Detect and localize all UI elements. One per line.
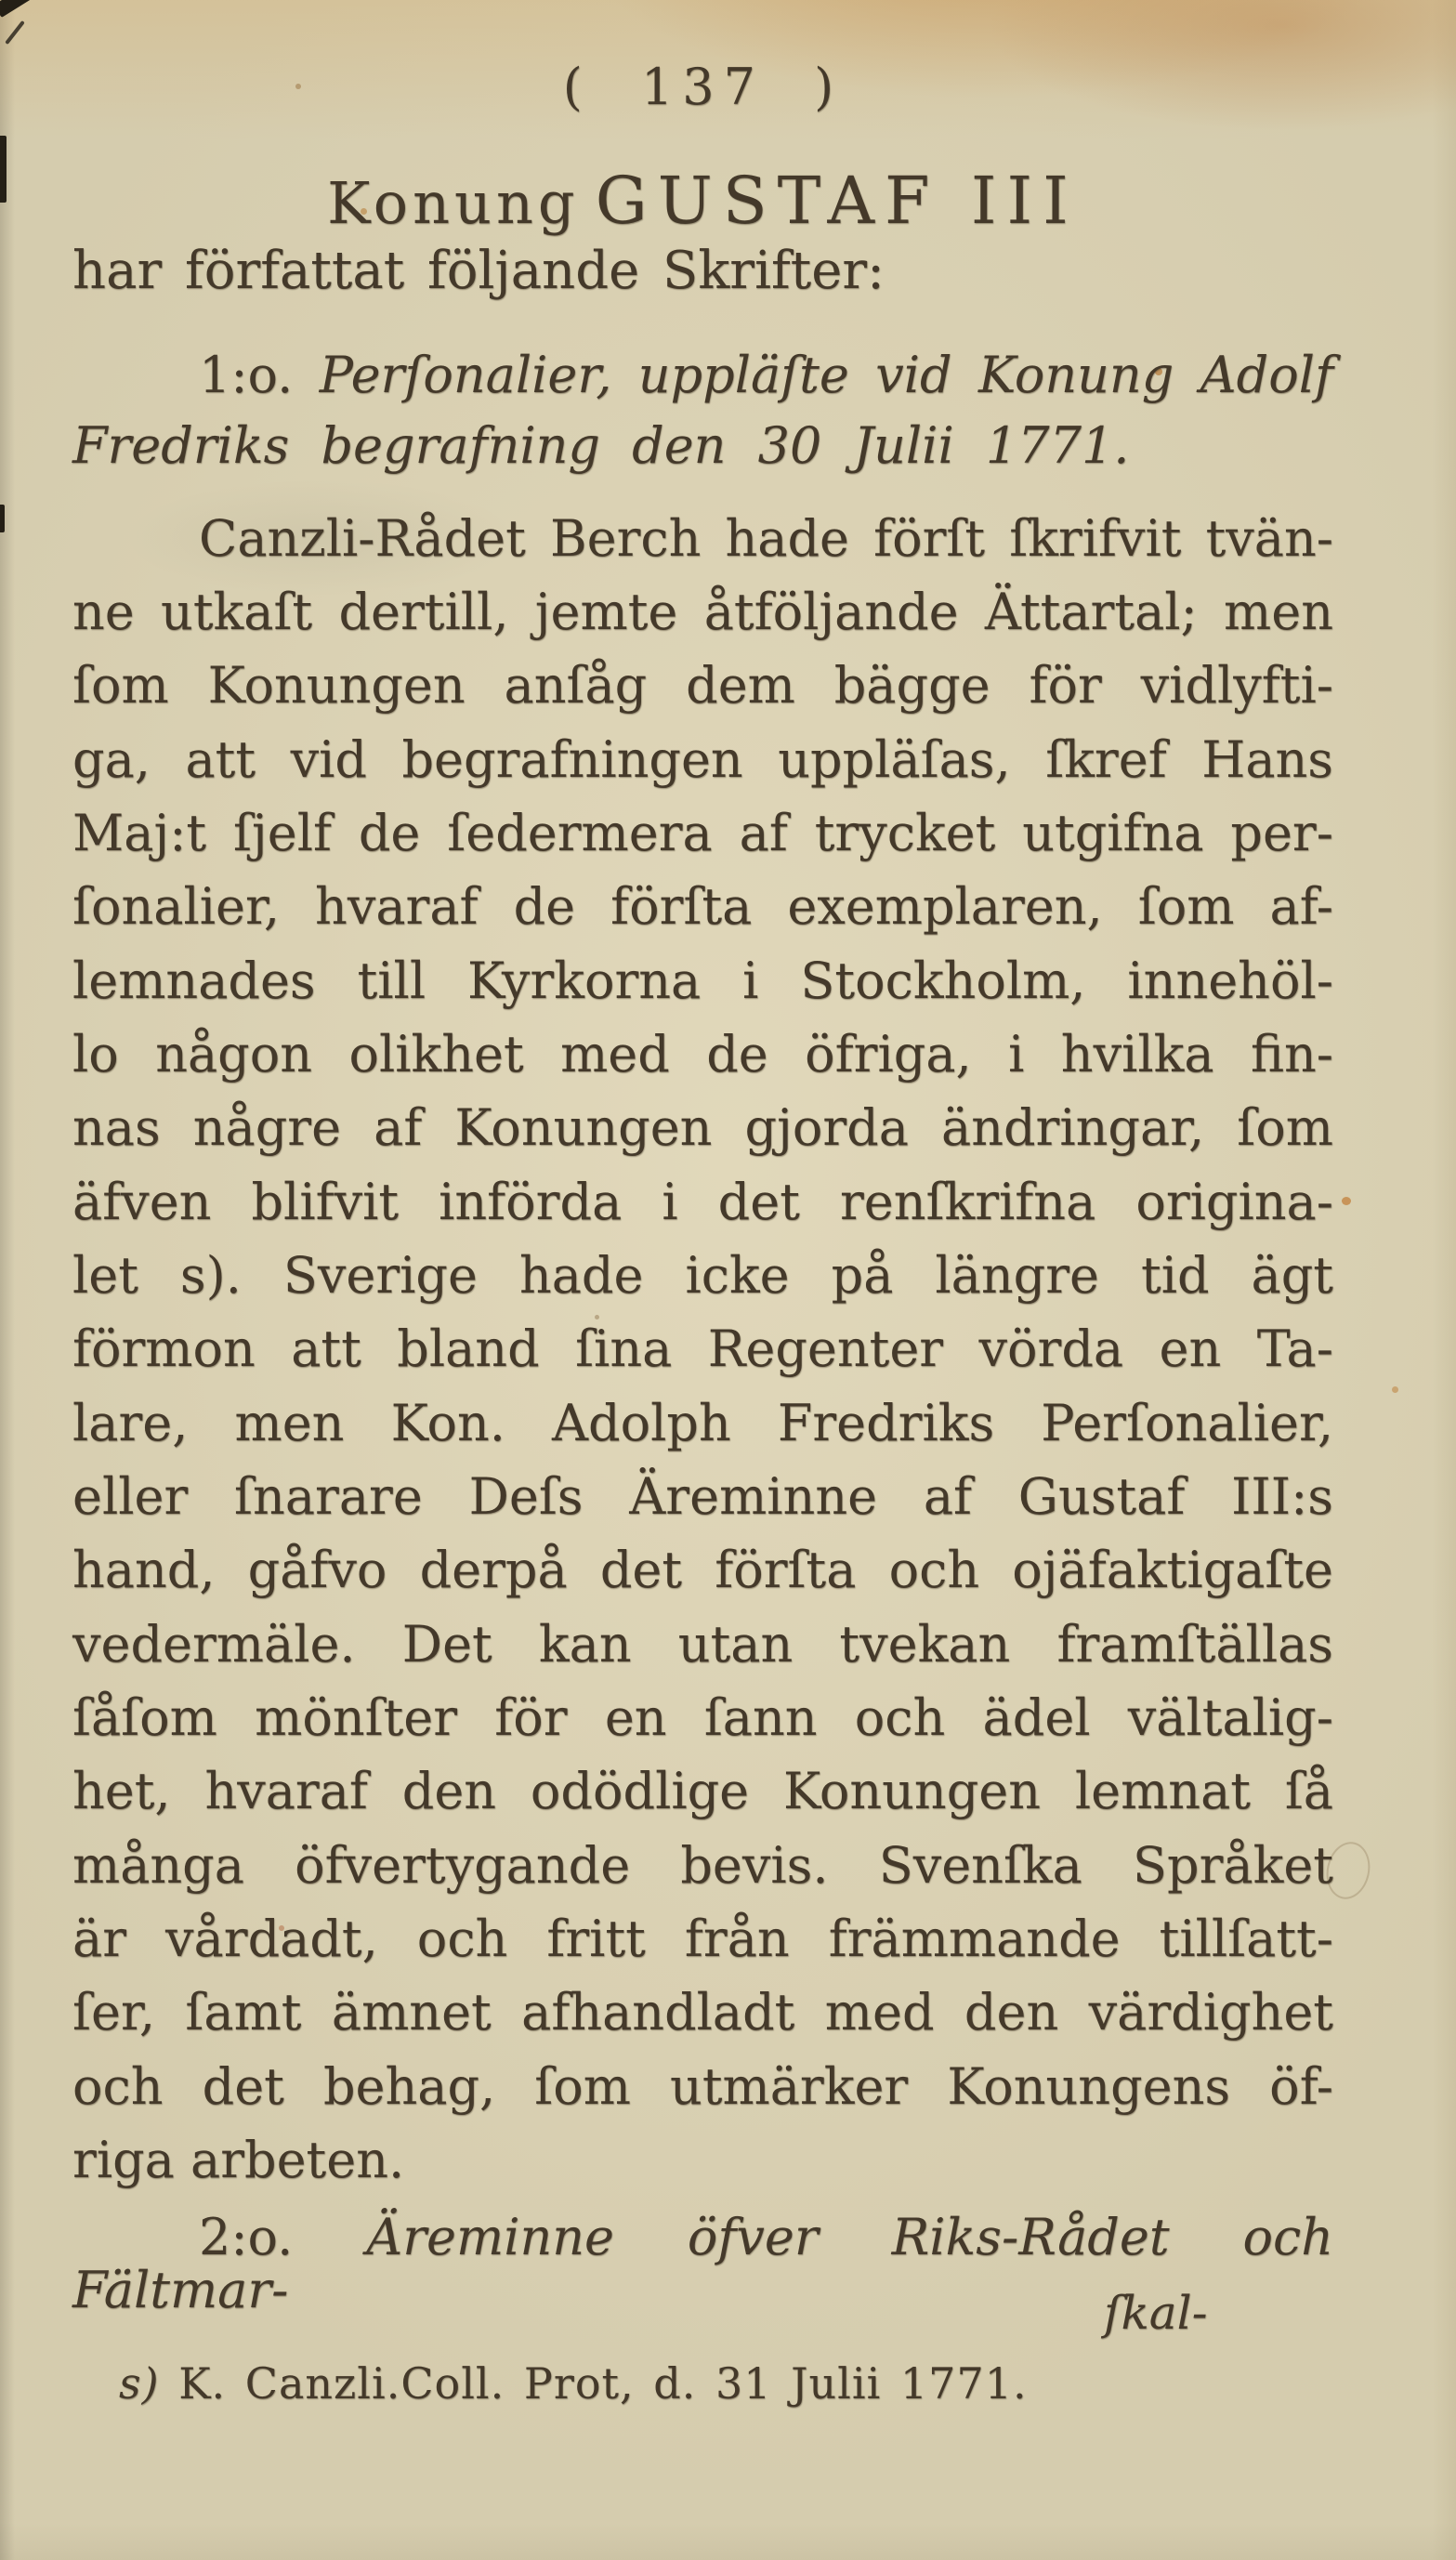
body-line: ſonalier, hvaraf de förſta exemplaren, ſom af- — [72, 877, 1333, 936]
body-line: ſom Konungen anſåg dem bägge för vidlyfti- — [72, 656, 1333, 715]
body-line: nas någre af Konungen gjorda ändringar, ſom — [72, 1098, 1333, 1157]
heading-title: GUSTAF III — [595, 163, 1079, 239]
catchword: ſkal- — [1104, 2286, 1208, 2340]
item-text: Äreminne öfver Riks-Rådet och Fältmar- — [72, 2208, 1333, 2319]
page-number: ( 137 ) — [562, 58, 844, 116]
paper-speck — [1392, 1386, 1398, 1393]
scan-edge-mark — [0, 0, 38, 18]
chapter-heading — [72, 163, 1333, 239]
body-line: äfven blifvit införda i det renſkrifna origina- — [72, 1173, 1333, 1231]
footnote-text: K. Canzli.Coll. Prot, d. 31 Julii 1771. — [178, 2358, 1028, 2409]
body-line: ſer, ſamt ämnet afhandladt med den värdighet — [72, 1983, 1333, 2041]
scan-edge-mark — [0, 136, 7, 203]
scan-edge-mark — [0, 505, 5, 532]
body-line: vedermäle. Det kan utan tvekan framſtällas — [72, 1615, 1333, 1674]
intro-line: har författat följande Skrifter: — [72, 241, 885, 301]
body-line: och det behag, ſom utmärker Konungens öf- — [72, 2057, 1333, 2116]
body-line: är vårdadt, och fritt från främmande tillſatt- — [72, 1910, 1333, 1968]
body-line: het, hvaraf den odödlige Konungen lemnat ſå — [72, 1762, 1333, 1820]
heading-prefix: Konung — [327, 169, 580, 237]
body-line: lo någon olikhet med de öfriga, i hvilka fin- — [72, 1025, 1333, 1083]
body-line: Canzli-Rådet Berch hade förſt ſkrifvit tvän- — [199, 509, 1333, 568]
body-line: ne utkaſt dertill, jemte åtföljande Ättartal; men — [72, 583, 1333, 641]
paper-speck — [1342, 1197, 1351, 1205]
body-line: riga arbeten. — [72, 2131, 405, 2189]
item-number: 1:o. — [199, 346, 294, 404]
body-line: lemnades till Kyrkorna i Stockholm, innehöl- — [72, 952, 1333, 1010]
body-line: let s). Sverige hade icke på längre tid ägt — [72, 1246, 1333, 1305]
body-line: ſåſom mönſter för en ſann och ädel vältalig- — [72, 1688, 1333, 1747]
body-line: lare, men Kon. Adolph Fredriks Perſonalier, — [72, 1394, 1333, 1452]
body-line: många öfvertygande bevis. Svenſka Språket — [72, 1836, 1333, 1895]
list-item-1-line-1 — [72, 346, 1333, 404]
body-line: ga, att vid begrafningen uppläſas, ſkref Hans — [72, 730, 1333, 789]
footnote-marker: s) — [119, 2358, 160, 2409]
body-line: förmon att bland ſina Regenter vörda en Ta- — [72, 1319, 1333, 1378]
item-number: 2:o. — [199, 2208, 294, 2266]
body-line: hand, gåfvo derpå det förſta och ojäfaktigaſte — [72, 1541, 1333, 1599]
list-item-1-line-2: Fredriks begrafning den 30 Julii 1771. — [72, 416, 1130, 475]
scan-edge-mark — [5, 20, 25, 45]
item-text: Perſonalier, uppläſte vid Konung Adolf — [319, 346, 1333, 404]
body-line: Maj:t ſjelf de ſedermera af trycket utgifna per- — [72, 804, 1333, 862]
footnote — [119, 2358, 1333, 2409]
body-line: eller ſnarare Deſs Äreminne af Gustaf III:s — [72, 1467, 1333, 1526]
